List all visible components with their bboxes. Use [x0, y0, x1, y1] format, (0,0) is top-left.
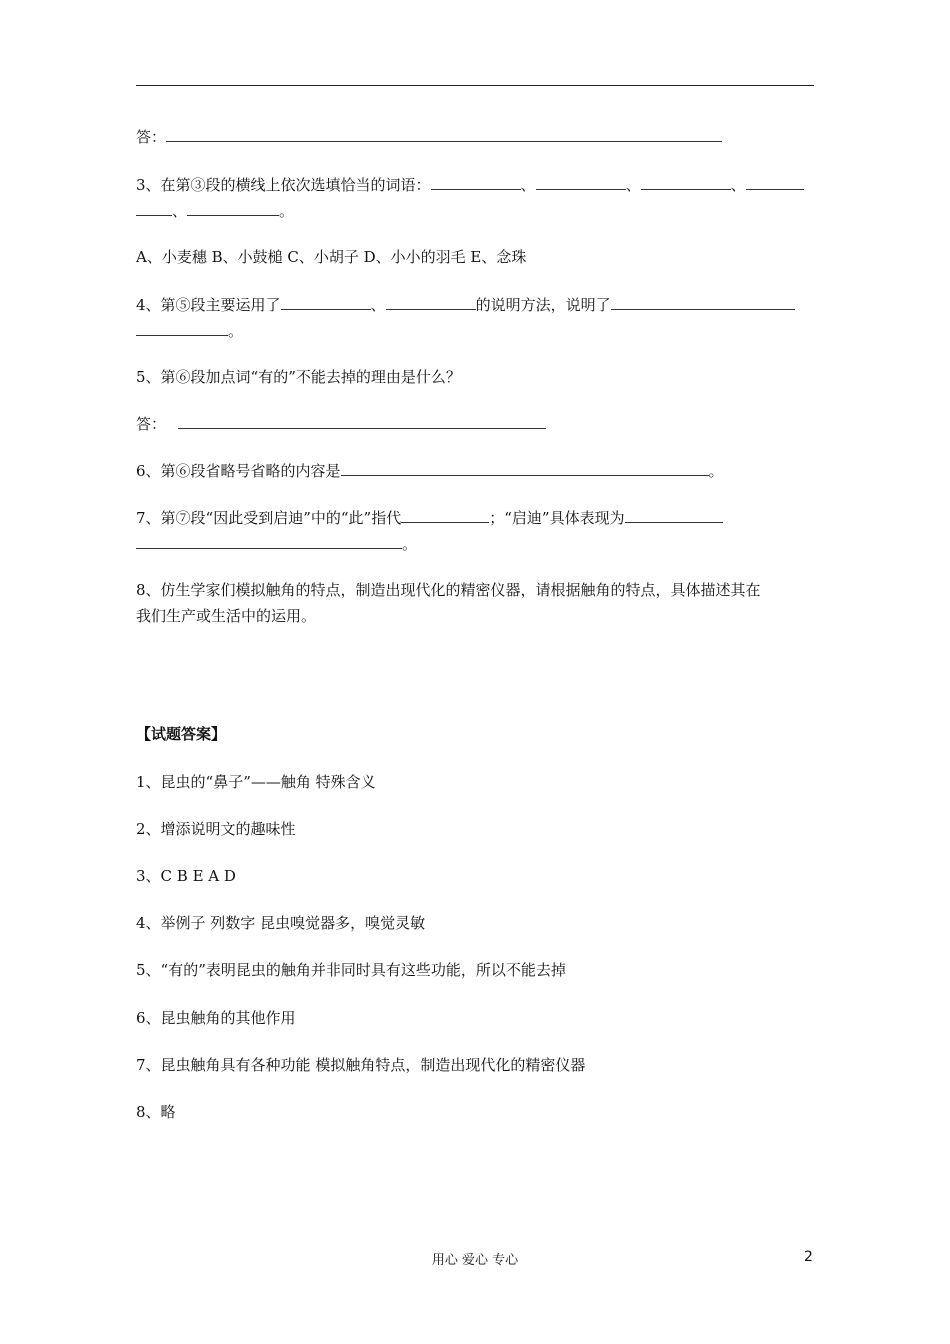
period: 。 [279, 202, 295, 220]
fill-blank [746, 175, 804, 190]
answer-blank [166, 127, 722, 142]
fill-blank [386, 295, 476, 310]
question-7-line-1 [136, 508, 723, 528]
question-7-line-2 [136, 534, 417, 554]
period: 。 [402, 535, 418, 553]
answer-blank [178, 414, 546, 429]
fill-blank [641, 175, 731, 190]
answer-item: 3、C B E A D [136, 867, 236, 885]
fill-blank [625, 508, 723, 523]
fill-blank [281, 295, 371, 310]
question-4-line-1 [136, 295, 795, 315]
answer-item: 2、增添说明文的趣味性 [136, 820, 296, 838]
answer-item: 8、略 [136, 1103, 176, 1121]
answer-item: 1、昆虫的“鼻子”——触角 特殊含义 [136, 773, 376, 791]
answer-item: 7、昆虫触角具有各种功能 模拟触角特点，制造出现代化的精密仪器 [136, 1056, 586, 1074]
question-4-line-2 [136, 321, 243, 341]
answers-heading: 【试题答案】 [136, 725, 227, 743]
fill-blank [136, 201, 172, 216]
fill-blank [431, 175, 521, 190]
question-3-line-2 [136, 201, 294, 221]
answer-line-2 [136, 414, 546, 434]
page-number: 2 [804, 1249, 813, 1265]
fill-blank [536, 175, 626, 190]
fill-blank [187, 201, 279, 216]
answer-line-1 [136, 127, 722, 147]
separator: 、 [730, 176, 746, 194]
separator: 、 [172, 202, 188, 220]
question-3-line-1 [136, 175, 804, 195]
question-7-prompt: 7、第⑦段“因此受到启迪”中的“此”指代 [136, 509, 402, 527]
question-4-prompt: 4、第⑤段主要运用了 [136, 296, 281, 314]
answer-label: 答： [136, 128, 167, 146]
header-rule [136, 85, 814, 86]
period: 。 [228, 322, 244, 340]
fill-blank [341, 461, 709, 476]
answer-item: 4、举例子 列数字 昆虫嗅觉器多，嗅觉灵敏 [136, 914, 426, 932]
question-3-options: A、小麦穗 B、小鼓槌 C、小胡子 D、小小的羽毛 E、念珠 [136, 248, 527, 266]
question-8-line-2: 我们生产或生活中的运用。 [136, 607, 317, 625]
question-4-mid: 的说明方法，说明了 [475, 296, 611, 314]
answer-item: 6、昆虫触角的其他作用 [136, 1009, 296, 1027]
fill-blank [611, 295, 795, 310]
question-5: 5、第⑥段加点词“有的”不能去掉的理由是什么？ [136, 368, 461, 386]
fill-blank [136, 321, 228, 336]
fill-blank [401, 508, 489, 523]
question-3-prompt: 3、在第③段的横线上依次选填恰当的词语： [136, 176, 431, 194]
question-7-mid: ；“启迪”具体表现为 [489, 509, 625, 527]
fill-blank [136, 534, 402, 549]
answer-label: 答： [136, 415, 167, 433]
question-6 [136, 461, 724, 481]
answer-item: 5、“有的”表明昆虫的触角并非同时具有这些功能，所以不能去掉 [136, 961, 566, 979]
question-8-line-1: 8、仿生学家们模拟触角的特点，制造出现代化的精密仪器，请根据触角的特点，具体描述其在 [136, 581, 761, 599]
question-6-prompt: 6、第⑥段省略号省略的内容是 [136, 462, 341, 480]
separator: 、 [625, 176, 641, 194]
separator: 、 [520, 176, 536, 194]
page-footer: 用心 爱心 专心 [431, 1253, 519, 1268]
separator: 、 [370, 296, 386, 314]
period: 。 [708, 462, 724, 480]
